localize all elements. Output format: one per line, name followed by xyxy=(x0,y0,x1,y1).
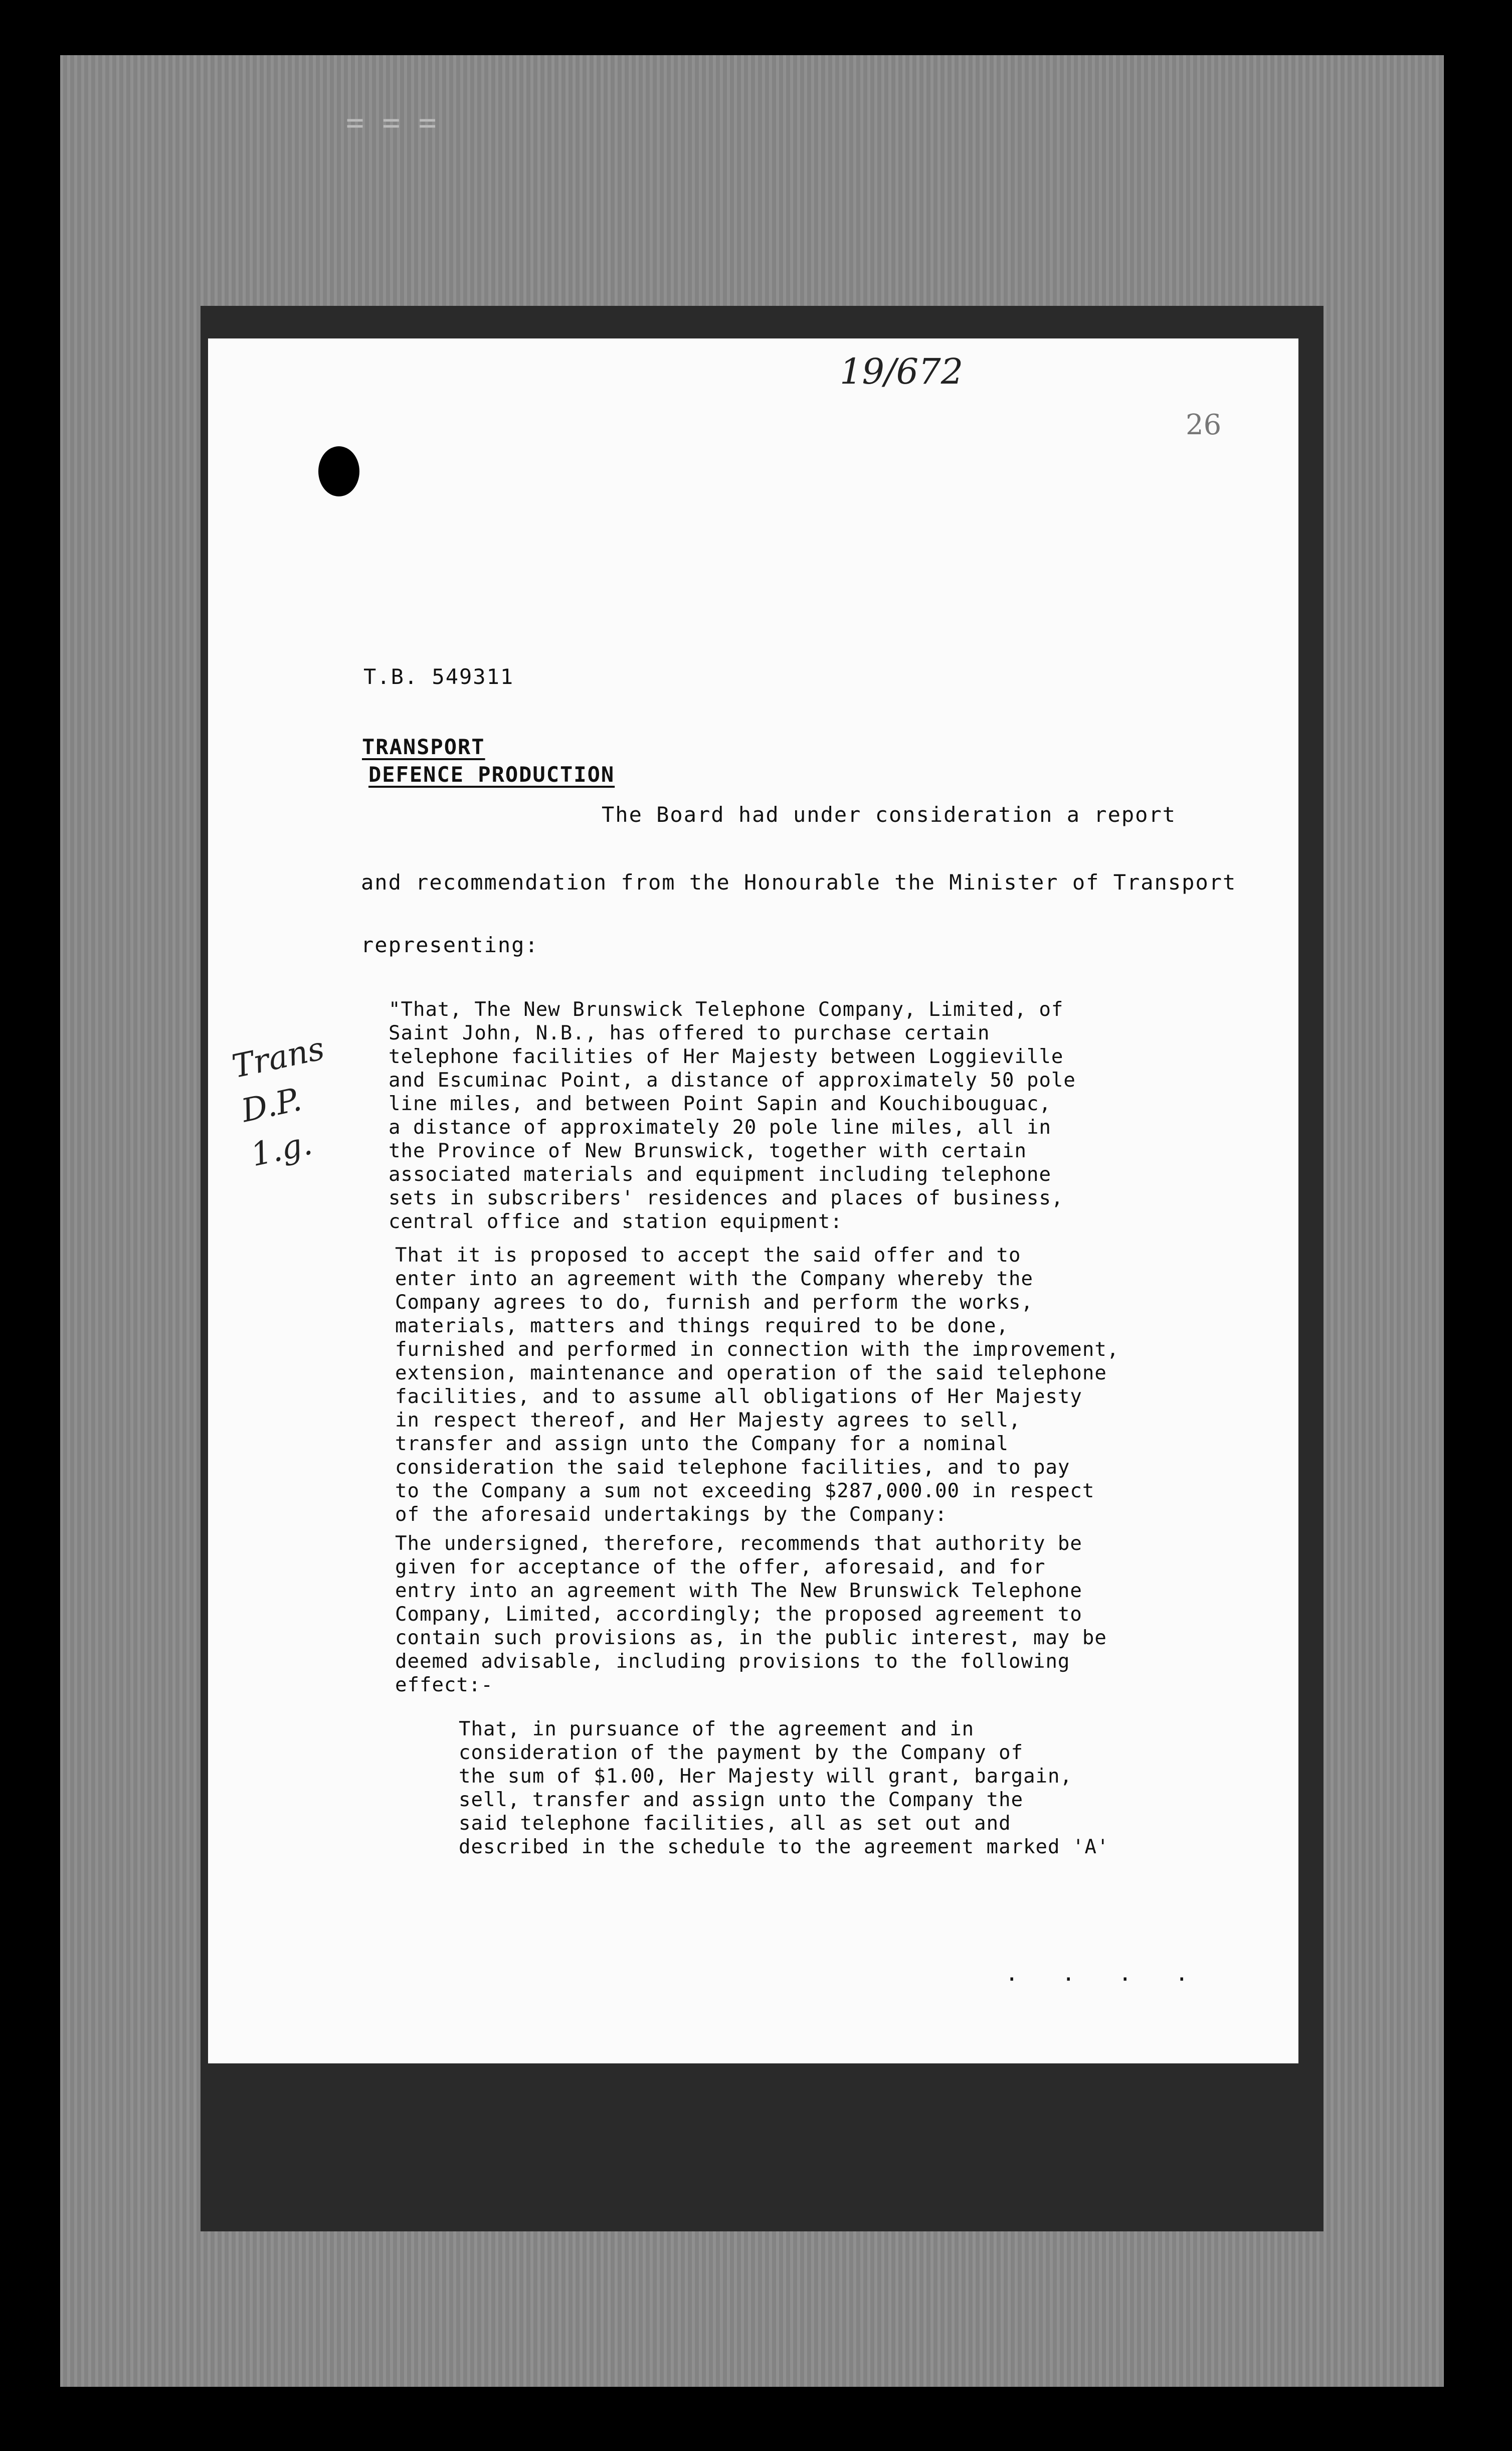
paragraph-line: Saint John, N.B., has offered to purchase certain xyxy=(389,1022,990,1044)
paragraph-line: materials, matters and things required to be done, xyxy=(395,1315,1009,1337)
intro-line-3: representing: xyxy=(361,933,539,957)
paragraph-line: transfer and assign unto the Company for a nominal xyxy=(395,1433,1009,1455)
paragraph-line: furnished and performed in connection with the improvement, xyxy=(395,1338,1119,1361)
paragraph-line: central office and station equipment: xyxy=(389,1210,843,1233)
paragraph-line: the sum of $1.00, Her Majesty will grant, bargain, xyxy=(459,1765,1072,1788)
paragraph-line: enter into an agreement with the Company whereby the xyxy=(395,1268,1033,1290)
paragraph-line: sell, transfer and assign unto the Company the xyxy=(459,1789,1024,1811)
heading-defence-production: DEFENCE PRODUCTION xyxy=(368,762,615,787)
paragraph-offer xyxy=(389,998,1076,1234)
paragraph-line: telephone facilities of Her Majesty between Loggieville xyxy=(389,1045,1064,1068)
intro-line-1: The Board had under consideration a report xyxy=(602,802,1177,827)
margin-note-line: 1.g. xyxy=(248,1125,316,1174)
paragraph-line: Company agrees to do, furnish and perform the works, xyxy=(395,1291,1033,1314)
paragraph-line: consideration of the payment by the Company of xyxy=(459,1741,1024,1764)
paragraph-line: a distance of approximately 20 pole line miles, all in xyxy=(389,1116,1051,1139)
paragraph-provision xyxy=(459,1717,1109,1859)
paragraph-line: said telephone facilities, all as set out and xyxy=(459,1812,1011,1835)
paragraph-line: "That, The New Brunswick Telephone Company, Limited, of xyxy=(389,998,1064,1021)
paragraph-line: Company, Limited, accordingly; the proposed agreement to xyxy=(395,1603,1082,1626)
paragraph-line: sets in subscribers' residences and places of business, xyxy=(389,1187,1064,1209)
paragraph-line: extension, maintenance and operation of the said telephone xyxy=(395,1362,1107,1384)
treasury-board-reference: T.B. 549311 xyxy=(363,664,514,689)
paragraph-line: given for acceptance of the offer, aforesaid, and for xyxy=(395,1556,1046,1579)
paragraph-line: facilities, and to assume all obligations of Her Majesty xyxy=(395,1385,1082,1408)
margin-note-line: D.P. xyxy=(238,1081,305,1130)
paragraph-line: entry into an agreement with The New Brunswick Telephone xyxy=(395,1580,1082,1602)
paragraph-line: effect:- xyxy=(395,1674,493,1696)
paragraph-line: described in the schedule to the agreement marked 'A' xyxy=(459,1836,1109,1858)
paragraph-line: contain such provisions as, in the public interest, may be xyxy=(395,1627,1107,1649)
top-marks: = = = xyxy=(346,105,437,140)
margin-note-line: Trans xyxy=(229,1030,328,1086)
paragraph-agreement xyxy=(395,1244,1119,1526)
paragraph-line: to the Company a sum not exceeding $287,000.00 in respect xyxy=(395,1480,1095,1502)
paragraph-line: That, in pursuance of the agreement and in xyxy=(459,1718,975,1740)
continuation-dots: . . . . xyxy=(1005,1961,1204,1986)
handwritten-file-number: 19/672 xyxy=(840,351,964,392)
paragraph-line: The undersigned, therefore, recommends that authority be xyxy=(395,1532,1082,1555)
page-number: 26 xyxy=(1186,409,1222,441)
heading-transport: TRANSPORT xyxy=(362,735,485,759)
paragraph-line: in respect thereof, and Her Majesty agrees to sell, xyxy=(395,1409,1021,1432)
paragraph-line: associated materials and equipment including telephone xyxy=(389,1163,1051,1186)
paragraph-line: consideration the said telephone facilities, and to pay xyxy=(395,1456,1070,1479)
paragraph-recommendation xyxy=(395,1532,1107,1697)
punch-hole xyxy=(318,446,359,496)
intro-line-2: and recommendation from the Honourable the Minister of Transport xyxy=(361,870,1237,895)
paragraph-line: of the aforesaid undertakings by the Company: xyxy=(395,1503,948,1526)
paragraph-line: and Escuminac Point, a distance of approximately 50 pole xyxy=(389,1069,1076,1092)
paragraph-line: deemed advisable, including provisions to the following xyxy=(395,1650,1070,1673)
paragraph-line: line miles, and between Point Sapin and Kouchibouguac, xyxy=(389,1093,1051,1115)
paragraph-line: That it is proposed to accept the said offer and to xyxy=(395,1244,1021,1267)
paragraph-line: the Province of New Brunswick, together with certain xyxy=(389,1140,1027,1162)
